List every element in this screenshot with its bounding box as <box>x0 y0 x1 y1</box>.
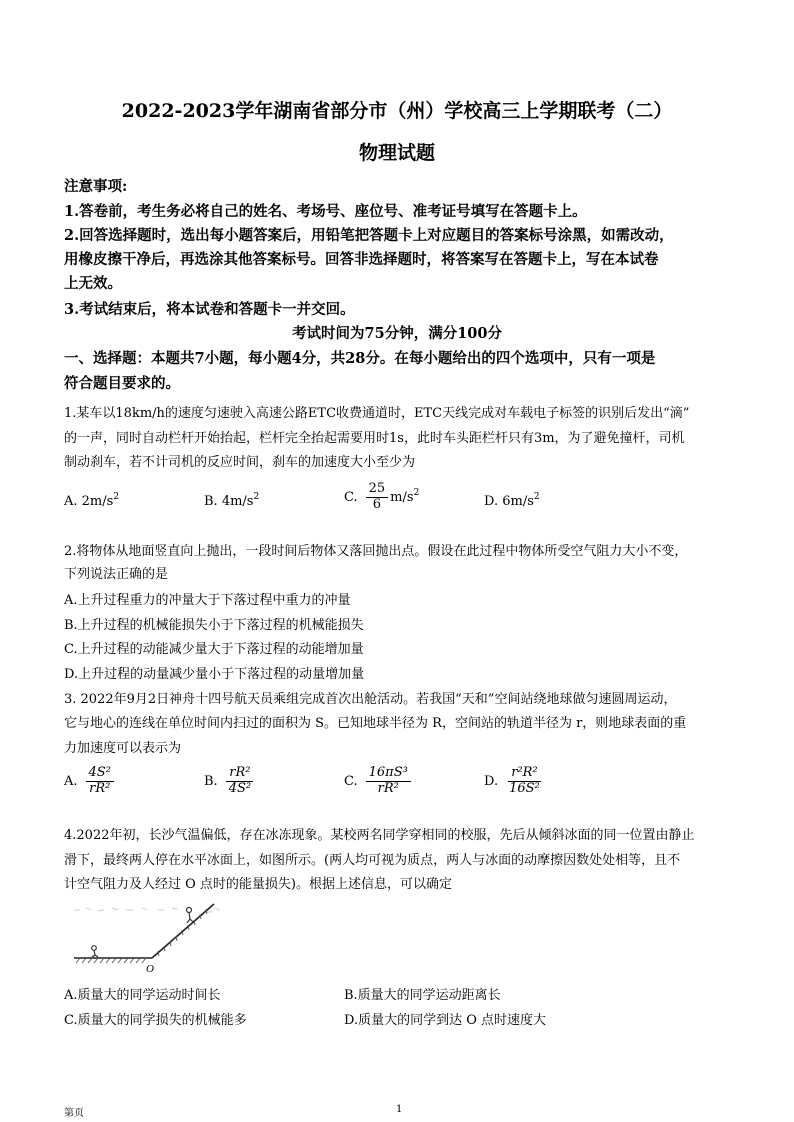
inclined-surface <box>152 904 214 958</box>
q3-line-2: 它与地心的连线在单位时间内扫过的面积为 S。已知地球半径为 R，空间站的轨道半径为 r，则地球表面的重 <box>64 716 687 731</box>
q2-line-1: 2.将物体从地面竖直向上抛出，一段时间后物体又落回抛出点。假设在此过程中物体所受空气阻力大小不变， <box>64 544 688 559</box>
notes-heading: 注意事项: <box>64 178 128 195</box>
person-on-slope <box>187 908 194 924</box>
page-title: 2022-2023学年湖南省部分市（州）学校高三上学期联考（二） <box>121 100 673 122</box>
q4-option-d: D.质量大的同学到达 O 点时速度大 <box>344 1013 547 1028</box>
section-heading-line-1: 一、选择题：本题共7小题，每小题4分，共28分。在每小题给出的四个选项中，只有一项是 <box>64 350 656 367</box>
q4-option-b: B.质量大的同学运动距离长 <box>344 988 501 1003</box>
q4-line-1: 4.2022年初，长沙气温偏低，存在冰冻现象。某校两名同学穿相同的校服，先后从倾斜冰面的同一位置由静止 <box>64 828 695 843</box>
q1-line-3: 制动刹车，若不计司机的反应时间，刹车的加速度大小至少为 <box>64 455 416 470</box>
q1-line-1: 1.某车以18km/h的速度匀速驶入高速公路ETC收费通道时，ETC天线完成对车载电子标签的识别后发出“滴” <box>64 406 690 421</box>
notes-line-3: 3.考试结束后，将本试卷和答题卡一并交回。 <box>64 301 355 318</box>
q1-option-c: C. $\frac{25}{6}$ $m/s^2$ <box>344 481 420 512</box>
q4-line-2: 滑下，最终两人停在水平冰面上，如图所示。(两人均可视为质点，两人与冰面的动摩擦因数处处相等，且不 <box>64 853 681 868</box>
q2-option-b: B.上升过程的机械能损失小于下落过程的机械能损失 <box>64 618 364 633</box>
q4-option-a: A.质量大的同学运动时间长 <box>64 988 221 1003</box>
q4-option-c: C.质量大的同学损失的机械能多 <box>64 1013 247 1028</box>
notes-line-1: 1.答卷前，考生务必将自己的姓名、考场号、座位号、准考证号填写在答题卡上。 <box>64 203 587 220</box>
q1-option-d: D. $6m/s^2$ <box>484 492 540 509</box>
notes-line-2a: 2.回答选择题时，选出每小题答案后，用铅笔把答题卡上对应题目的答案标号涂黑，如需改动， <box>64 227 674 244</box>
q1-option-b: B. $4m/s^2$ <box>204 492 260 509</box>
q3-option-c: C. $\frac{\text{16πS³}}{\text{rR²}}$ <box>344 766 411 797</box>
q3-line-1: 3. 2022年9月2日神舟十四号航天员乘组完成首次出舱活动。若我国“天和”空间站绕地球做匀速圆周运动， <box>64 692 677 707</box>
section-heading-line-2: 符合题目要求的。 <box>64 375 180 392</box>
q3-option-a: A. $\frac{\text{4S²}}{\text{rR²}}$ <box>64 766 114 797</box>
q2-option-d: D.上升过程的动量减少量小于下落过程的动量增加量 <box>64 667 365 682</box>
page-subtitle: 物理试题 <box>358 142 435 164</box>
q3-option-d: D. $\frac{\text{r²R²}}{\text{16S²}}$ <box>484 765 540 796</box>
q2-option-c: C.上升过程的动能减少量大于下落过程的动能增加量 <box>64 642 364 657</box>
point-o-label: O <box>146 963 154 975</box>
q3-line-3: 力加速度可以表示为 <box>64 741 182 756</box>
figure-background-marks <box>74 908 220 912</box>
q2-option-a: A.上升过程重力的冲量大于下落过程中重力的冲量 <box>64 593 351 608</box>
footer-page-number: 1 <box>396 1104 403 1115</box>
q1-line-2: 的一声，同时自动栏杆开始抬起，栏杆完全抬起需要用时1s，此时车头距栏杆只有3m，为了避免撞杆，司机 <box>64 431 685 446</box>
notes-line-2b: 用橡皮擦干净后，再选涂其他答案标号。回答非选择题时，将答案写在答题卡上，写在本试卷 <box>64 251 659 268</box>
q3-option-b: B. $\frac{\text{rR²}}{\text{4S²}}$ <box>204 766 254 797</box>
q2-line-2: 下列说法正确的是 <box>64 567 169 582</box>
exam-time: 考试时间为75分钟，满分100分 <box>292 325 502 342</box>
person-on-ground <box>92 946 98 957</box>
q4-line-3: 计空气阻力及人经过 O 点时的能量损失)。根据上述信息，可以确定 <box>64 877 452 892</box>
q4-slope-figure <box>64 898 244 978</box>
q1-option-a: A. $2m/s^2$ <box>64 492 120 509</box>
notes-line-2c: 上无效。 <box>64 275 122 292</box>
footer-page-prefix: 第页 <box>64 1108 84 1119</box>
